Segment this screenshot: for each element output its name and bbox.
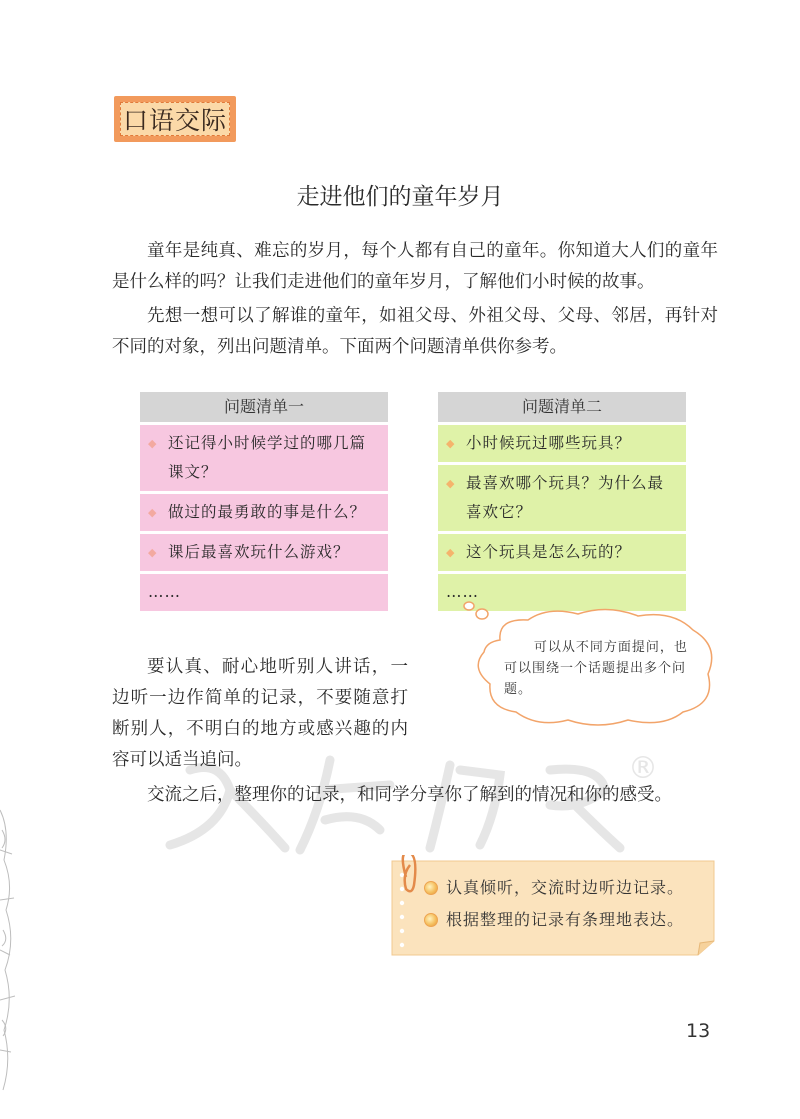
orange-dot-icon xyxy=(424,881,438,895)
question-list-two xyxy=(438,392,686,611)
diamond-bullet-icon: ◆ xyxy=(446,546,456,559)
tip-note-list xyxy=(424,872,714,936)
instruction-paragraph: 先想一想可以了解谁的童年，如祖父母、外祖父母、父母、邻居，再针对不同的对象，列出问题清单。下面两个问题清单供你参考。 xyxy=(112,306,718,357)
tip-note-item xyxy=(424,872,714,904)
list-item xyxy=(140,425,388,491)
diamond-bullet-icon: ◆ xyxy=(148,437,158,450)
section-label-badge xyxy=(114,96,236,142)
list-item-text: 最喜欢哪个玩具？为什么最喜欢它？ xyxy=(466,474,665,521)
diamond-bullet-icon: ◆ xyxy=(148,506,158,519)
list-item xyxy=(140,494,388,531)
question-list-one xyxy=(140,392,388,611)
list-item-text: 课后最喜欢玩什么游戏？ xyxy=(168,543,350,561)
list-item-text: 这个玩具是怎么玩的？ xyxy=(466,543,632,561)
list-item-ellipsis: …… xyxy=(148,583,181,601)
list-item xyxy=(140,534,388,571)
list-item-text: 还记得小时候学过的哪几篇课文？ xyxy=(168,434,367,481)
section-label-text: 口语交际 xyxy=(122,106,227,135)
tip-note-text: 根据整理的记录有条理地表达。 xyxy=(446,910,685,929)
question-list-one-header: 问题清单一 xyxy=(140,392,388,422)
list-item-text: 做过的最勇敢的事是什么？ xyxy=(168,503,367,521)
intro-paragraph: 童年是纯真、难忘的岁月，每个人都有自己的童年。你知道大人们的童年是什么样的吗？让我们走进他们的童年岁月，了解他们小时候的故事。 xyxy=(112,241,718,292)
page-number: 13 xyxy=(686,1020,711,1042)
orange-dot-icon xyxy=(424,913,438,927)
tip-note-item xyxy=(424,904,714,936)
diamond-bullet-icon: ◆ xyxy=(148,546,158,559)
svg-text:®: ® xyxy=(628,751,658,786)
list-item xyxy=(438,534,686,571)
cloud-tip-text: 可以从不同方面提问，也可以围绕一个话题提出多个问题。 xyxy=(504,640,688,697)
sharing-paragraph: 交流之后，整理你的记录，和同学分享你了解到的情况和你的感受。 xyxy=(147,785,672,805)
tip-note-text: 认真倾听，交流时边听边记录。 xyxy=(446,878,685,897)
list-item-ellipsis: …… xyxy=(446,583,479,601)
page-title: 走进他们的童年岁月 xyxy=(296,184,504,210)
list-item xyxy=(140,574,388,611)
diamond-bullet-icon: ◆ xyxy=(446,437,456,450)
question-list-two-header: 问题清单二 xyxy=(438,392,686,422)
list-item-text: 小时候玩过哪些玩具？ xyxy=(466,434,632,452)
margin-sketch-decoration xyxy=(0,790,22,1110)
diamond-bullet-icon: ◆ xyxy=(446,477,456,490)
list-item xyxy=(438,465,686,531)
list-item xyxy=(438,425,686,462)
listening-paragraph: 要认真、耐心地听别人讲话，一边听一边作简单的记录，不要随意打断别人，不明白的地方或感兴趣的内容可以适当追问。 xyxy=(112,657,408,770)
